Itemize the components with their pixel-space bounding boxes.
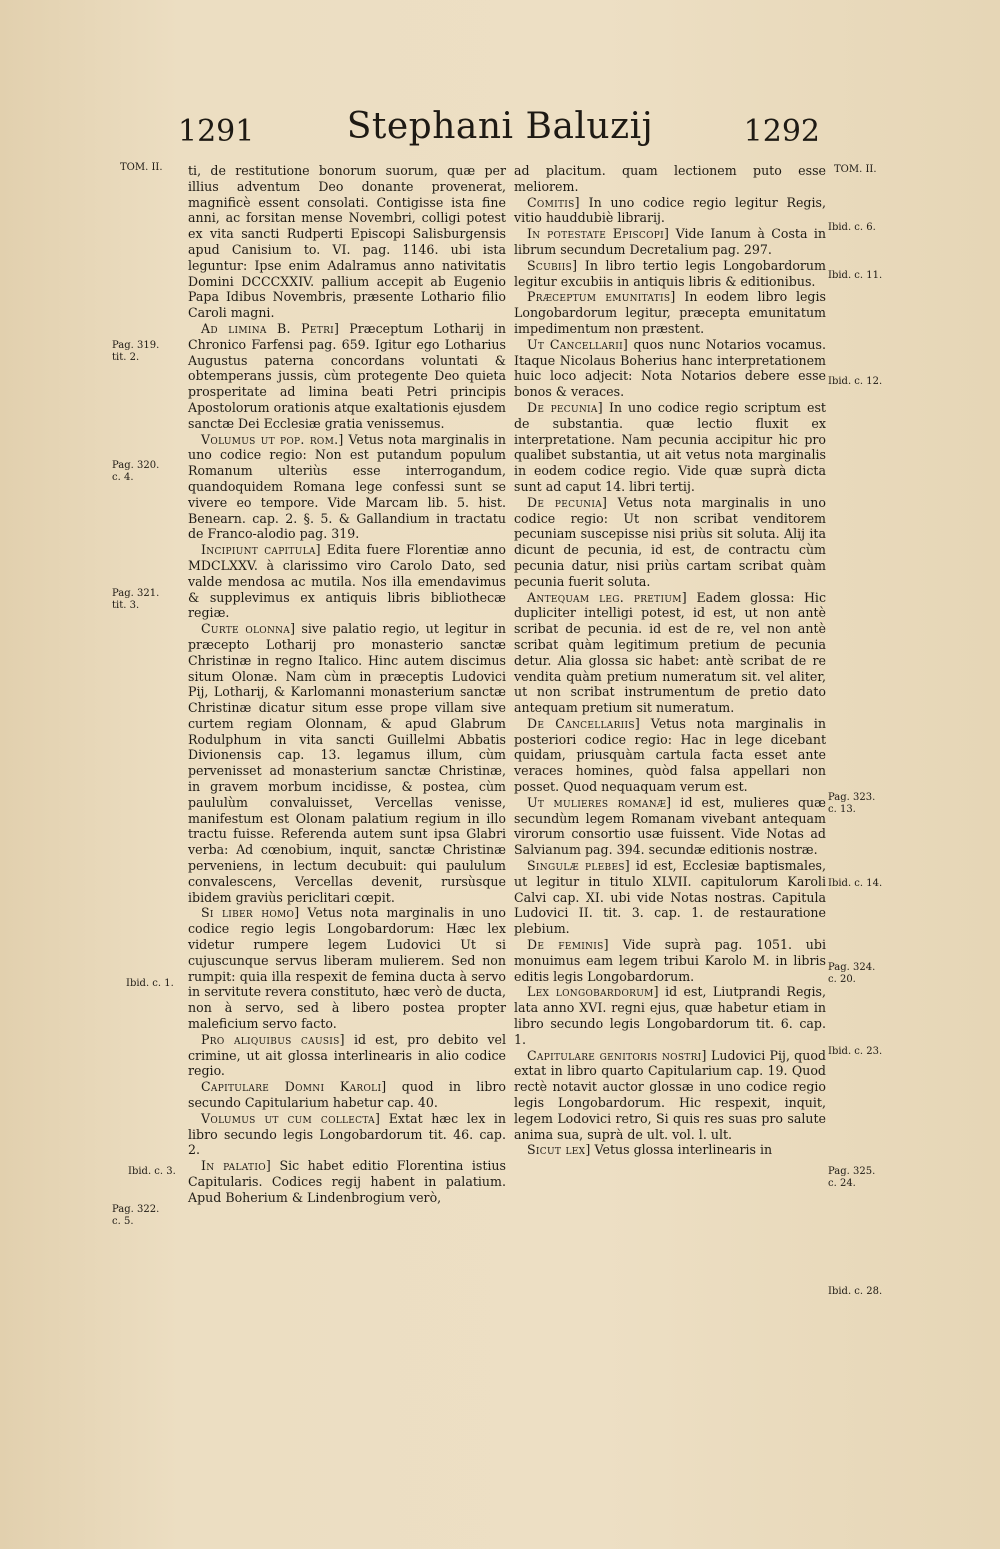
note-paragraph (514, 195, 826, 227)
lemma: Lex longobardorum] (527, 984, 659, 1000)
margin-note: Pag. 324. (828, 962, 876, 973)
note-paragraph (514, 226, 826, 258)
lemma: Singulæ plebes] (527, 858, 630, 874)
note-paragraph (188, 1079, 506, 1111)
note-paragraph (514, 1142, 826, 1158)
note-paragraph (514, 1048, 826, 1143)
note-paragraph (188, 1032, 506, 1079)
note-text: id est, Liutprandi Regis, lata anno XVI. regni ejus, quæ habetur etiam in libro secundo legis Longobardorum tit. 6. cap. 1. (514, 984, 826, 1047)
margin-note: c. 5. (112, 1216, 134, 1227)
note-paragraph (188, 1111, 506, 1158)
lemma: Ad limina B. Petri] (201, 320, 340, 336)
note-paragraph (514, 858, 826, 937)
note-paragraph (514, 984, 826, 1047)
note-paragraph (514, 716, 826, 795)
lemma: De pecunia] (527, 399, 603, 415)
note-text: id est, Ecclesiæ baptismales, ut legitur in titulo XLVII. capitulorum Karoli Calvi cap. XI. ubi vide Notas nostras. Capitula Ludovici II. tit. 3. cap. 1. de restauratione plebium. (514, 858, 826, 937)
note-text: ad placitum. quam lectionem puto esse meliorem. (514, 163, 826, 194)
lemma: Volumus ut pop. rom.] (201, 431, 344, 447)
note-text: In uno codice regio scriptum est de substantia. quæ lectio fluxit ex interpretatione. Nam pecunia accipitur hic pro qualibet substantia, ut ait vetus nota marginalis in eodem codice regio. Vide quæ suprà dicta sunt ad caput 14. libri tertij. (514, 399, 826, 494)
right-text-column (514, 163, 826, 1158)
note-paragraph (514, 163, 826, 195)
margin-note: TOM. II. (834, 164, 877, 175)
margin-note: Ibid. c. 11. (828, 270, 883, 281)
lemma: Comitis] (527, 194, 580, 210)
margin-note: Pag. 319. (112, 340, 160, 351)
note-text: Vetus nota marginalis in uno codice regio: Non est putandum populum Romanum ulteriùs esse interrogandum, quandoquidem Romana lege confessi sunt se vivere eo tempore. Vide Marcam lib. 5. hist. Benearn. cap. 2. §. 5. & Gallandium in tractatu de Franco-alodio pag. 319. (188, 431, 506, 542)
note-paragraph (514, 795, 826, 858)
note-text: quod in libro secundo Capitularium habetur cap. 40. (188, 1079, 506, 1111)
margin-note: Ibid. c. 1. (126, 978, 174, 989)
margin-note: Ibid. c. 23. (828, 1046, 883, 1057)
note-paragraph (188, 1158, 506, 1205)
note-paragraph (188, 542, 506, 621)
running-title: Stephani Baluzij (346, 106, 654, 147)
lemma: Sicut lex] (527, 1142, 591, 1158)
lemma: Capitulare genitoris nostri] (527, 1047, 707, 1063)
margin-note: tit. 2. (112, 352, 140, 363)
margin-note: Ibid. c. 28. (828, 1286, 883, 1297)
note-text: sive palatio regio, ut legitur in præcepto Lotharij pro monasterio sanctæ Christinæ in regno Italico. Hinc autem discimus situm Olonæ. Nam cùm in præceptis Ludovici Pij, Lotharij, & Karlomanni monasterium sanctæ Christinæ dicatur situm esse prope villam sive curtem regiam Olonnam, & apud Glabrum Rodulphum in vita sancti Guillelmi Abbatis Divionensis cap. 13. legamus illum, cùm pervenisset ad monasterium sanctæ Christinæ, in gravem morbum incidisse, & postea, cùm paululùm convaluisset, Vercellas venisse, manifestum est Olonam palatium regium in illo tractu fuisse. Referenda autem sunt ipsa Glabri verba: Ad cœnobium, inquit, sanctæ Christinæ perveniens, in lectum decubuit: qui paululum convalescens, Vercellas devenit, rursùsque ibidem graviùs periclitari cœpit. (188, 621, 506, 905)
margin-note: Ibid. c. 14. (828, 878, 883, 889)
lemma: Curte olonna] (201, 621, 296, 637)
margin-note: Pag. 320. (112, 460, 160, 471)
note-text: In eodem libro legis Longobardorum legitur, præcepta emunitatum impedimentum non præstent. (514, 289, 826, 336)
note-text: Extat hæc lex in libro secundo legis Longobardorum tit. 46. cap. 2. (188, 1110, 506, 1158)
margin-note: Pag. 323. (828, 792, 876, 803)
left-text-column (188, 163, 506, 1206)
margin-note: Ibid. c. 6. (828, 222, 876, 233)
note-text: Vetus nota marginalis in posteriori codice regio: Hac in lege dicebant quidam, priusquàm cartula facta esset ante veraces homines, quòd falsa appellari non posset. Quod nequaquam verum est. (514, 715, 826, 795)
margin-note: Pag. 325. (828, 1166, 876, 1177)
lemma: Ut Cancellarii] (527, 336, 629, 352)
note-text: Præceptum Lotharij in Chronico Farfensi pag. 659. Igitur ego Lotharius Augustus paterna concordans voluntati & obtemperans jussis, cùm protegente Deo quieta prosperitate ad limina beati Petri principis Apostolorum orationis atque exaltationis ejusdem sanctæ Dei Ecclesiæ gratia venissemus. (188, 320, 506, 431)
note-text: Vetus glossa interlinearis in (594, 1142, 773, 1158)
lemma: Præceptum emunitatis] (527, 289, 676, 305)
lemma: Capitulare Domni Karoli] (201, 1079, 387, 1095)
note-paragraph (188, 905, 506, 1031)
margin-note: c. 24. (828, 1178, 856, 1189)
note-text: Vide suprà pag. 1051. ubi monuimus eam legem tribui Karolo M. in libris editis legis Longobardorum. (514, 937, 826, 984)
note-text: id est, mulieres quæ secundùm legem Romanam vivebant antequam virorum consortio usæ fuissent. Vide Notas ad Salvianum pag. 394. secundæ editionis nostræ. (514, 794, 827, 858)
lemma: De feminis] (527, 937, 609, 953)
lemma: In potestate Episcopi] (527, 226, 670, 242)
lemma: Volumus ut cum collecta] (201, 1110, 381, 1126)
note-paragraph (514, 258, 826, 290)
lemma: In palatio] (201, 1158, 272, 1174)
margin-note: Pag. 321. (112, 588, 160, 599)
note-paragraph (188, 621, 506, 905)
note-text: Sic habet editio Florentina istius Capitularis. Codices regij habent in palatium. Apud Boherium & Lindenbrogium verò, (188, 1158, 506, 1205)
note-text: Ludovici Pij, quod extat in libro quarto Capitularium cap. 19. Quod rectè notavit auctor glossæ in uno codice regio legis Longobardorum. Hic respexit, inquit, legem Lodovici retro, Si quis res suas pro salute anima sua, suprà de ult. vol. l. ult. (514, 1047, 826, 1142)
note-paragraph (188, 163, 506, 321)
note-text: Eadem glossa: Hic dupliciter intelligi potest, id est, ut non antè scribat de pecunia. id est de re, vel non antè scribat quàm legitimum pretium de pecunia detur. Alia glossa sic habet: antè scribat de re vendita quàm pretium numeratum sit. vel aliter, ut non scribat instrumentum de pretio dato antequam pretium sit numeratum. (514, 589, 827, 716)
lemma: Antequam leg. pretium] (527, 589, 687, 605)
note-text: Vetus nota marginalis in uno codice regio: Ut non scribat venditorem pecuniam suscepisse nisi priùs sit soluta. Alij ita dicunt de pecunia, id est, de contractu cùm pecunia datur, nisi priùs cartam scribat quàm pecunia fuerit soluta. (514, 494, 826, 589)
note-text: In uno codice regio legitur Regis, vitio hauddubiè librarij. (514, 194, 826, 226)
page-number-right: 1292 (743, 114, 820, 149)
margin-note: tit. 3. (112, 600, 140, 611)
page-header (0, 104, 1000, 154)
note-text: ti, de restitutione bonorum suorum, quæ per illius adventum Deo donante provenerat, magnificè essent consolati. Contigisse ista fine anni, ac forsitan mense Novembri, colligi potest ex vita sancti Rudperti Episcopi Salisburgensis apud Canisium to. VI. pag. 1146. ubi ista leguntur: Ipse enim Adalramus anno nativitatis Domini DCCCXXIV. pallium accepit ab Eugenio Papa Idibus Novembris, præsente Lothario filio Caroli magni. (188, 163, 506, 321)
note-paragraph (188, 321, 506, 432)
note-text: Vide Ianum à Costa in librum secundum Decretalium pag. 297. (514, 226, 826, 257)
lemma: Ut mulieres romanæ] (527, 794, 672, 810)
margin-note: Ibid. c. 3. (128, 1166, 176, 1177)
lemma: Si liber homo] (201, 905, 300, 921)
note-text: id est, pro debito vel crimine, ut ait glossa interlinearis in alio codice regio. (188, 1031, 506, 1079)
margin-note: c. 13. (828, 804, 856, 815)
margin-note: c. 20. (828, 974, 856, 985)
lemma: De pecunia] (527, 494, 608, 510)
note-paragraph (514, 400, 826, 495)
margin-note: Ibid. c. 12. (828, 376, 883, 387)
note-paragraph (514, 289, 826, 336)
note-paragraph (514, 495, 826, 590)
note-paragraph (188, 432, 506, 543)
margin-note: TOM. II. (120, 162, 163, 173)
lemma: Scubiis] (527, 257, 578, 273)
margin-note: Pag. 322. (112, 1204, 160, 1215)
note-text: Vetus nota marginalis in uno codice regio legis Longobardorum: Hæc lex videtur rumpere legem Ludovici Ut si cujuscunque servus liberam mulierem. Sed non rumpit: quia illa respexit de femina ducta à servo in servitute revera constituto, hæc verò de ducta, non à servo, sed à libero postea propter maleficium servo facto. (188, 905, 506, 1032)
page-number-left: 1291 (178, 114, 255, 149)
note-paragraph (514, 590, 826, 716)
margin-note: c. 4. (112, 472, 134, 483)
lemma: Pro aliquibus causis] (201, 1031, 345, 1047)
note-text: quos nunc Notarios vocamus. Itaque Nicolaus Boherius hanc interpretationem huic loco adjecit: Nota Notarios debere esse bonos & veraces. (514, 336, 826, 400)
lemma: De Cancellariis] (527, 715, 641, 731)
note-paragraph (514, 937, 826, 984)
note-paragraph (514, 337, 826, 400)
note-text: In libro tertio legis Longobardorum legitur excubiis in antiquis libris & editionibus. (514, 257, 826, 289)
lemma: Incipiunt capitula] (201, 542, 321, 558)
note-text: Edita fuere Florentiæ anno MDCLXXV. à clarissimo viro Carolo Dato, sed valde mendosa ac mutila. Nos illa emendavimus & supplevimus ex antiquis libris bibliothecæ regiæ. (188, 542, 507, 621)
